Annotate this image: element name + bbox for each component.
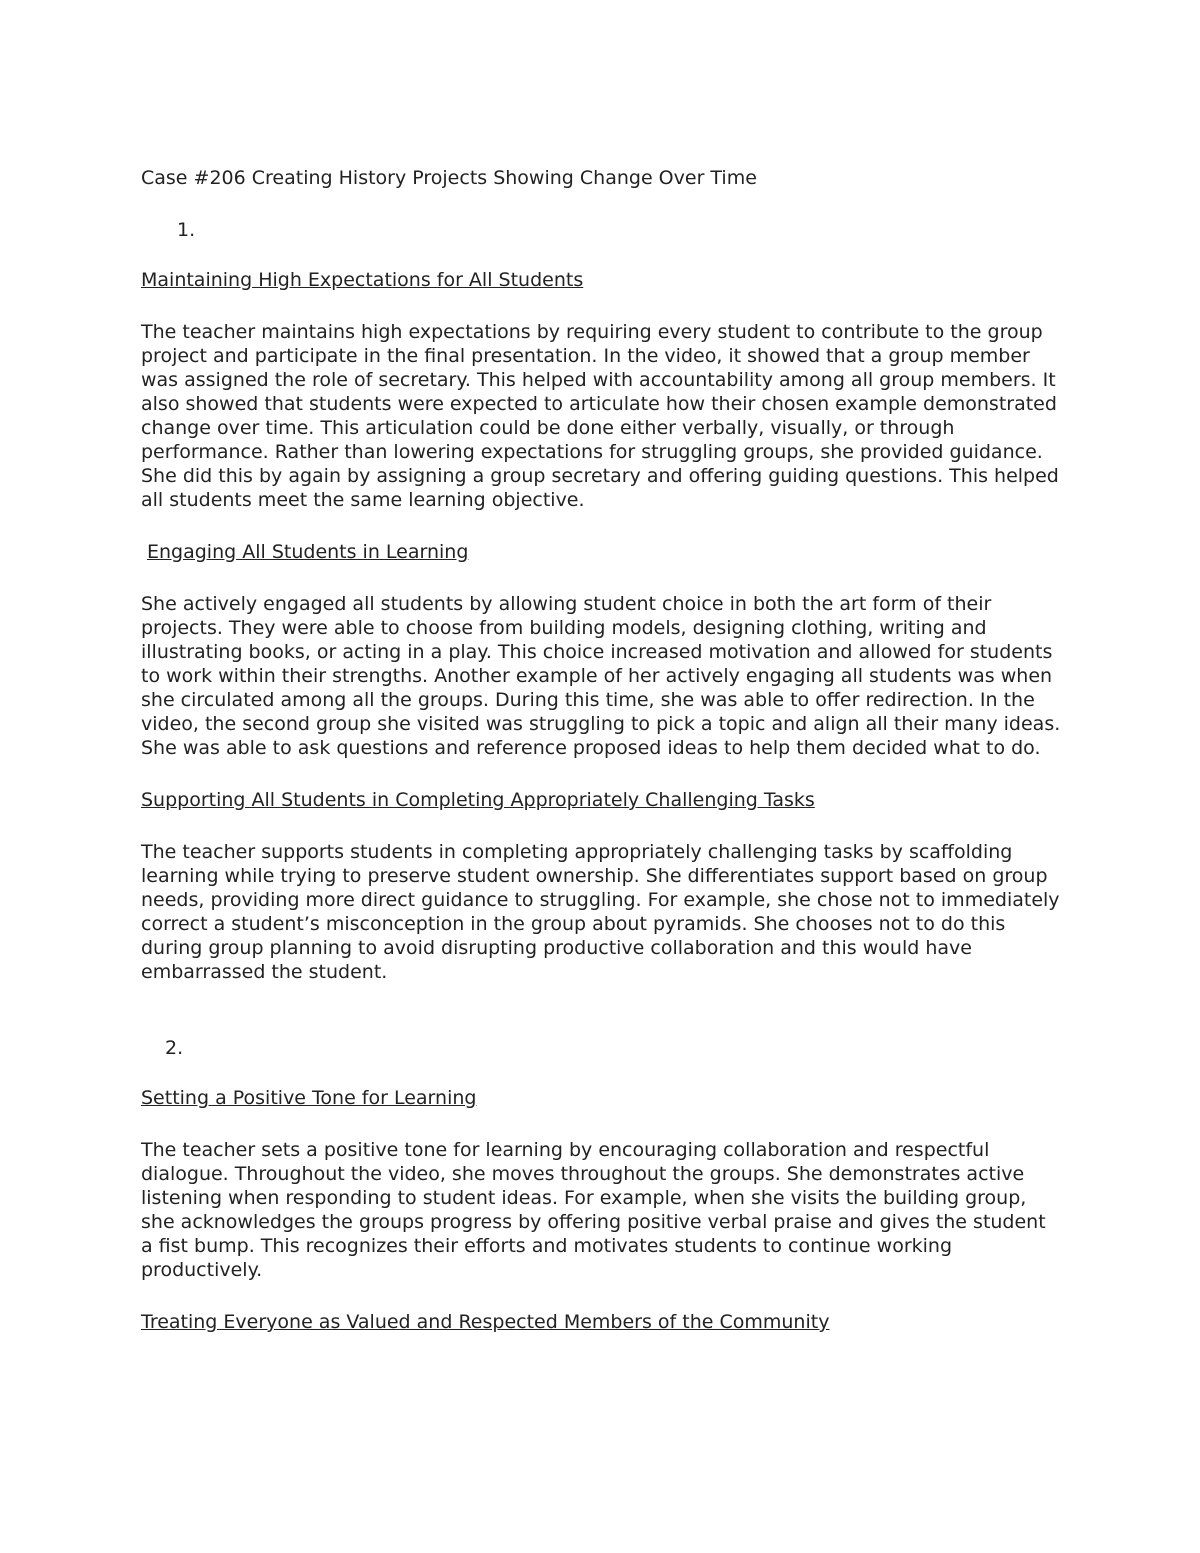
section-heading-engaging-students: Engaging All Students in Learning: [147, 541, 469, 563]
section-body-supporting-students: The teacher supports students in completing appropriately challenging tasks by scaffolding learning while trying to preserve student ownership. She differentiates support based on group needs, providing more direct guidance to struggling. For example, she chose not to immediately correct a student’s misconception in the group about pyramids. She chooses not to do this during group planning to avoid disrupting productive collaboration and this would have embarrassed the student.: [141, 841, 1060, 983]
section-heading-supporting-students: Supporting All Students in Completing Appropriately Challenging Tasks: [141, 789, 815, 811]
section-heading-valued-members: Treating Everyone as Valued and Respected Members of the Community: [141, 1311, 830, 1333]
section-heading-high-expectations: Maintaining High Expectations for All Students: [141, 269, 584, 291]
section-body-engaging-students: She actively engaged all students by allowing student choice in both the art form of their projects. They were able to choose from building models, designing clothing, writing and illustrating books, or acting in a play. This choice increased motivation and allowed for students to work within their strengths. Another example of her actively engaging all students was when she circulated among all the groups. During this time, she was able to offer redirection. In the video, the second group she visited was struggling to pick a topic and align all their many ideas. She was able to ask questions and reference proposed ideas to help them decided what to do.: [141, 593, 1061, 759]
list-number-1: 1.: [177, 219, 196, 241]
section-body-positive-tone: The teacher sets a positive tone for learning by encouraging collaboration and respectful dialogue. Throughout the video, she moves throughout the groups. She demonstrates active listening when responding to student ideas. For example, when she visits the building group, she acknowledges the groups progress by offering positive verbal praise and gives the student a fist bump. This recognizes their efforts and motivates students to continue working productively.: [141, 1139, 1046, 1281]
document-title: Case #206 Creating History Projects Showing Change Over Time: [141, 167, 757, 189]
list-number-2: 2.: [165, 1037, 184, 1059]
document-content: [141, 166, 1061, 1362]
section-heading-positive-tone: Setting a Positive Tone for Learning: [141, 1087, 477, 1109]
section-body-high-expectations: The teacher maintains high expectations by requiring every student to contribute to the group project and participate in the final presentation. In the video, it showed that a group member was assigned the role of secretary. This helped with accountability among all group members. It also showed that students were expected to articulate how their chosen example demonstrated change over time. This articulation could be done either verbally, visually, or through performance. Rather than lowering expectations for struggling groups, she provided guidance. She did this by again by assigning a group secretary and offering guiding questions. This helped all students meet the same learning objective.: [141, 321, 1059, 511]
